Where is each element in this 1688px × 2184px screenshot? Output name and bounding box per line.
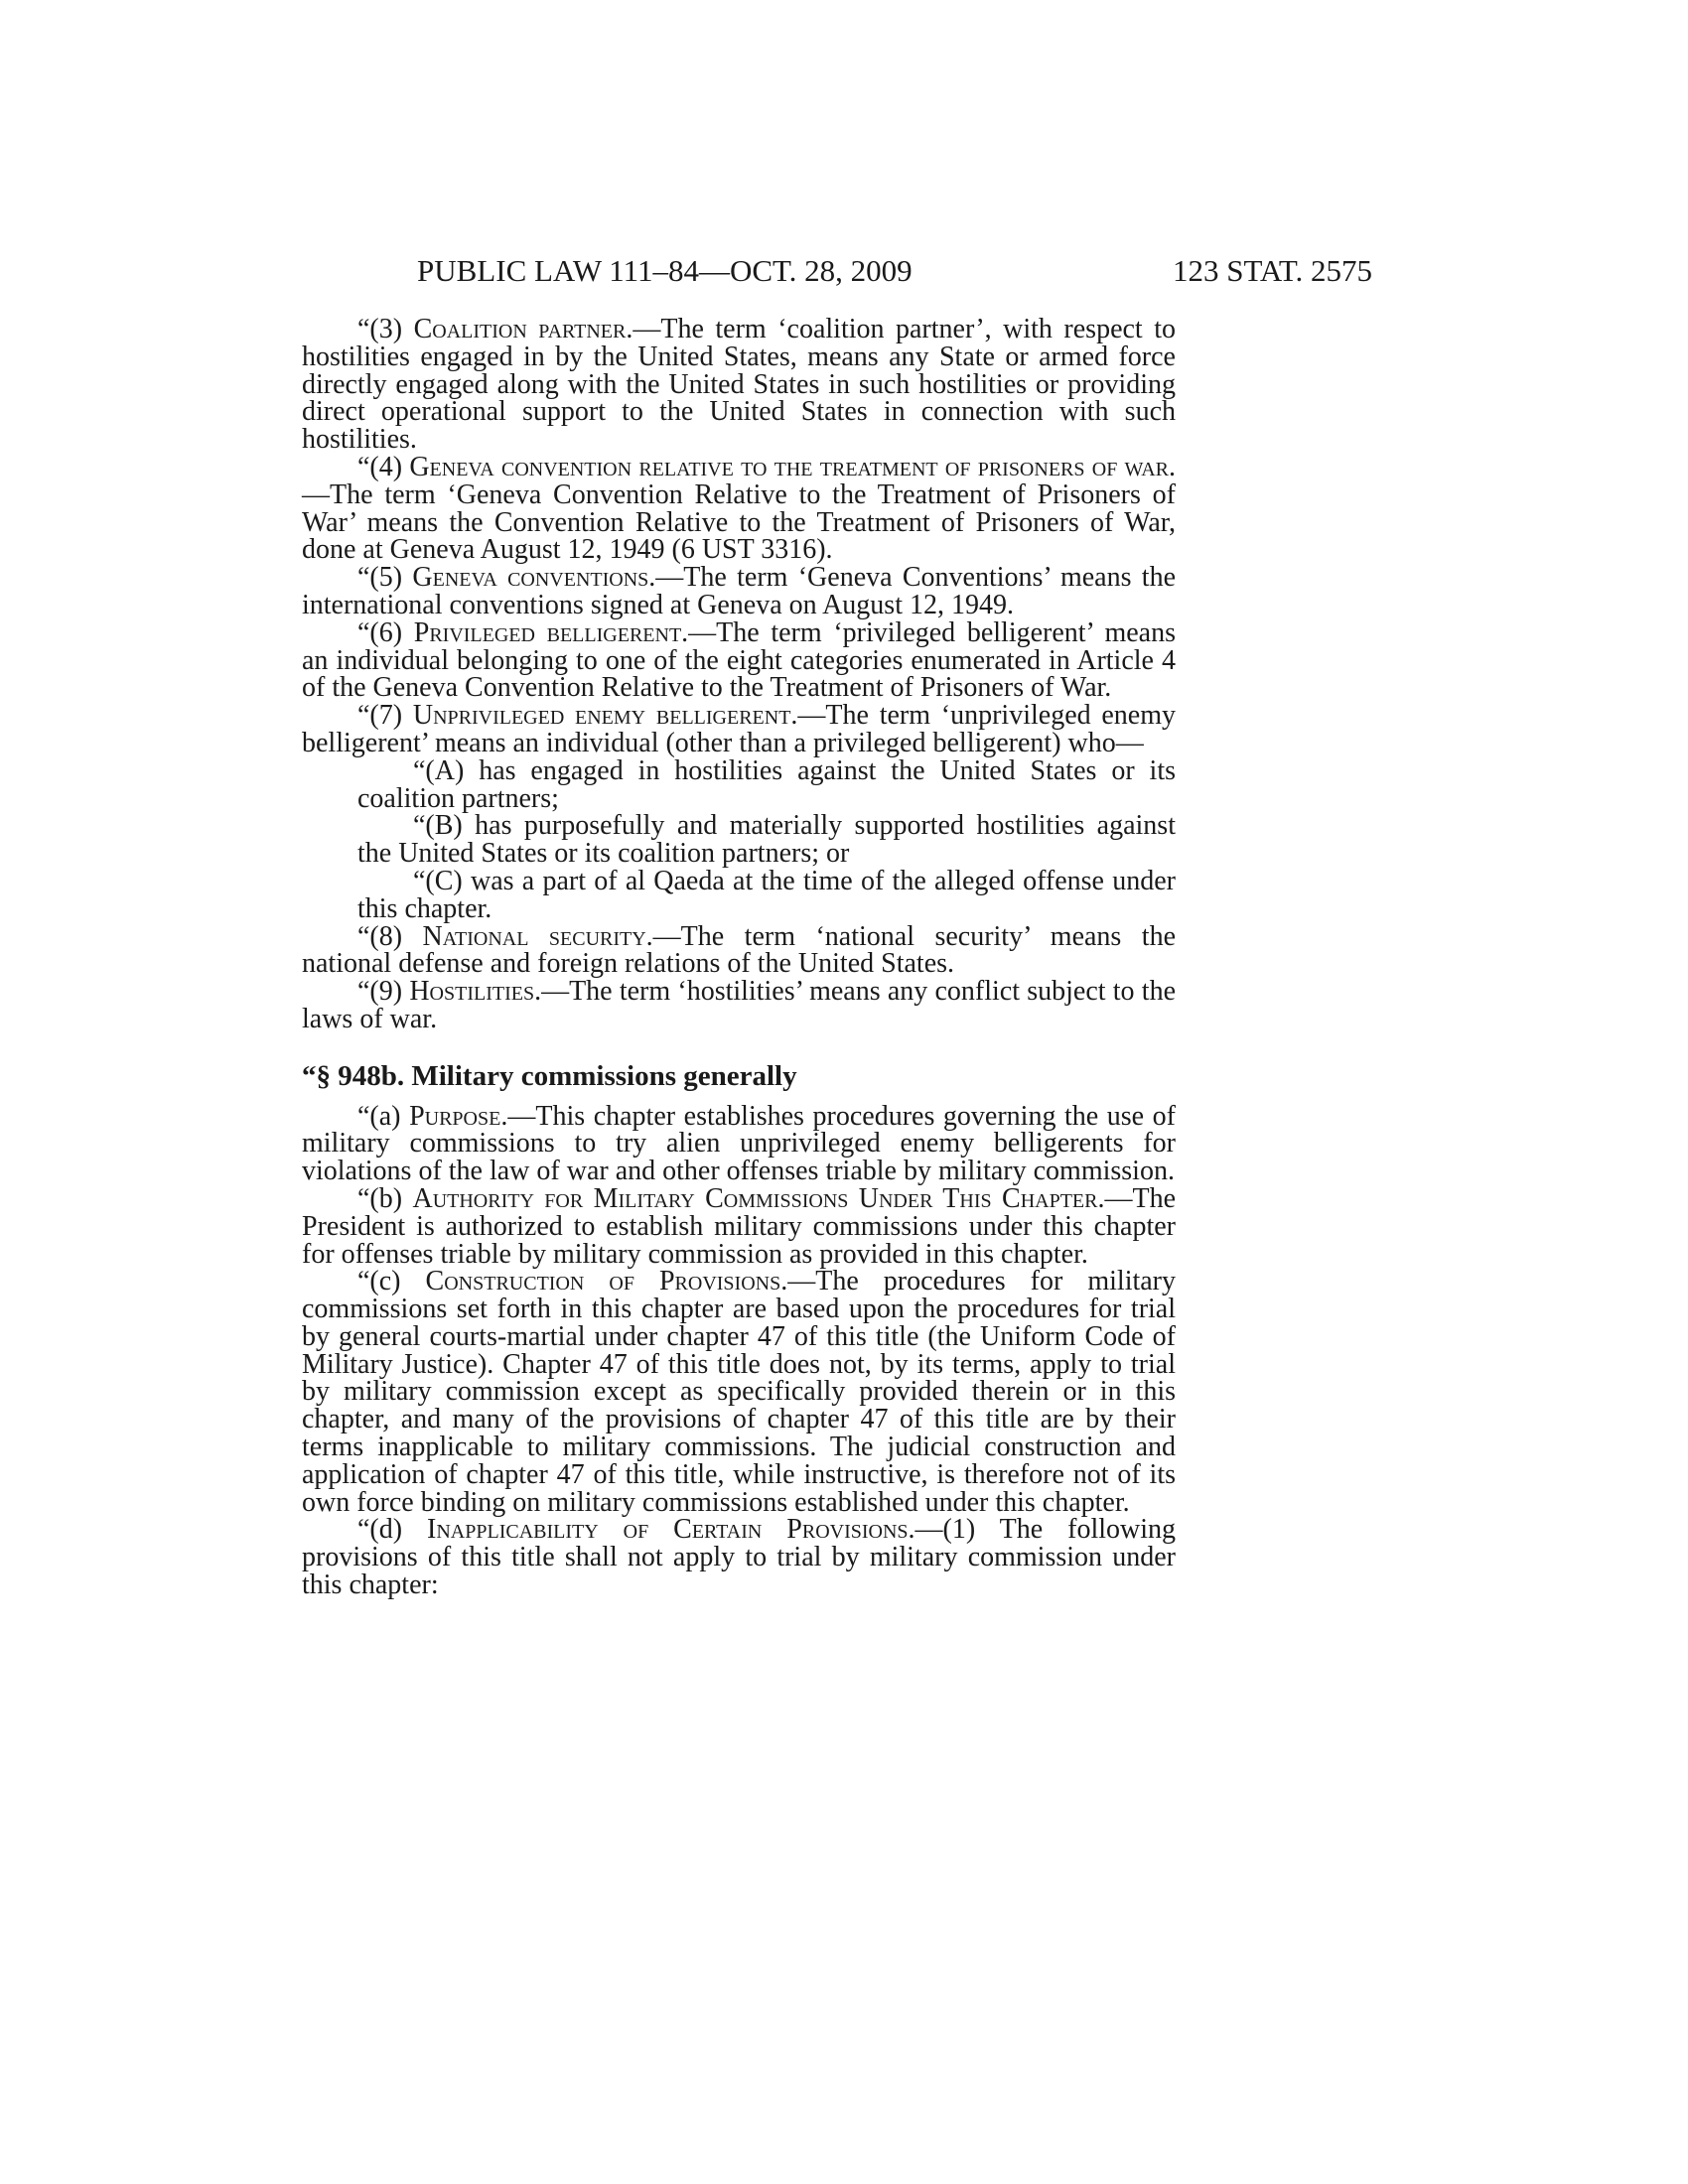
section-heading: “§ 948b. Military commissions generally: [302, 1059, 797, 1092]
definition-term: Unprivileged enemy belligerent: [412, 700, 791, 732]
definition-8: “(8) National security.—The term ‘national security’ means the national defense and foreign relations of the United States.: [302, 920, 1176, 980]
running-header: [417, 253, 1372, 297]
subsection-term: Inapplicability of Certain Provisions: [427, 1514, 909, 1546]
definition-5: “(5) Geneva conventions.—The term ‘Geneva Conventions’ means the international conventions signed at Geneva on August 12, 1949.: [302, 562, 1176, 620]
page-number: 123 STAT. 2575: [1172, 253, 1372, 288]
subsection-term: Authority for Military Commissions Under This Chapter: [412, 1182, 1098, 1214]
definition-term: National security: [422, 920, 646, 952]
definition-3: “(3) Coalition partner.—The term ‘coalition partner’, with respect to hostilities engaged in by the United States, means any State or armed force directly engaged along with the United States in such hostilities or providing direct operational support to the United States in connection with such hostilities.: [302, 314, 1176, 456]
definition-term: Privileged belligerent: [413, 616, 682, 648]
subsection-term: Purpose: [409, 1100, 501, 1132]
subsection-b: “(b) Authority for Military Commissions Under This Chapter.—The President is authorized to establish military commissions under this chapter for offenses triable by military commission as provided in this chapter.: [302, 1182, 1177, 1270]
definition-7: “(7) Unprivileged enemy belligerent.—The term ‘unprivileged enemy belligerent’ means an individual (other than a privileged belligerent) who—: [302, 700, 1177, 758]
subsection-d: “(d) Inapplicability of Certain Provisions.—(1) The following provisions of this title shall not apply to trial by military commission under this chapter:: [302, 1514, 1176, 1601]
subitem-c: “(C) was a part of al Qaeda at the time of the alleged offense under this chapter.: [357, 865, 1176, 924]
running-head-title: PUBLIC LAW 111–84—OCT. 28, 2009: [417, 253, 913, 288]
definition-term: Hostilities: [409, 976, 535, 1008]
definition-term: Geneva convention relative to the treatment of prisoners of war: [409, 451, 1170, 482]
subsection-c: “(c) Construction of Provisions.—The procedures for military commissions set forth in this chapter are based upon the procedures for trial by general courts-martial under chapter 47 of this title (the Uniform Code of Military Justice). Chapter 47 of this title does not, by its terms, apply to trial by military commission except as specifically provided therein or in this chapter, and many of the provisions of chapter 47 of this title are by their terms inapplicable to military commissions. The judicial construction and application of chapter 47 of this title, while instructive, is therefore not of its own force binding on military commissions established under this chapter.: [302, 1266, 1176, 1518]
definition-9: “(9) Hostilities.—The term ‘hostilities’ means any conflict subject to the laws of war.: [302, 976, 1176, 1034]
subsection-a: “(a) Purpose.—This chapter establishes procedures governing the use of military commissions to try alien unprivileged enemy belligerents for violations of the law of war and other offenses triable by military commission.: [302, 1100, 1176, 1187]
definition-6: “(6) Privileged belligerent.—The term ‘privileged belligerent’ means an individual belonging to one of the eight categories enumerated in Article 4 of the Geneva Convention Relative to the Treatment of Prisoners of War.: [302, 616, 1176, 704]
definition-term: Geneva conventions: [412, 562, 649, 594]
subitem-a: “(A) has engaged in hostilities against the United States or its coalition partners;: [357, 754, 1176, 814]
document-body: [302, 316, 1176, 1599]
subsection-term: Construction of Provisions: [425, 1266, 781, 1297]
definition-term: Coalition partner: [413, 314, 627, 344]
subitem-b: “(B) has purposefully and materially supported hostilities against the United States or its coalition partners; or: [357, 810, 1176, 870]
definition-4: “(4) Geneva convention relative to the treatment of prisoners of war.—The term ‘Geneva Convention Relative to the Treatment of Prisoners of War’ means the Convention Relative to the Treatment of Prisoners of War, done at Geneva August 12, 1949 (6 UST 3316).: [302, 451, 1177, 566]
